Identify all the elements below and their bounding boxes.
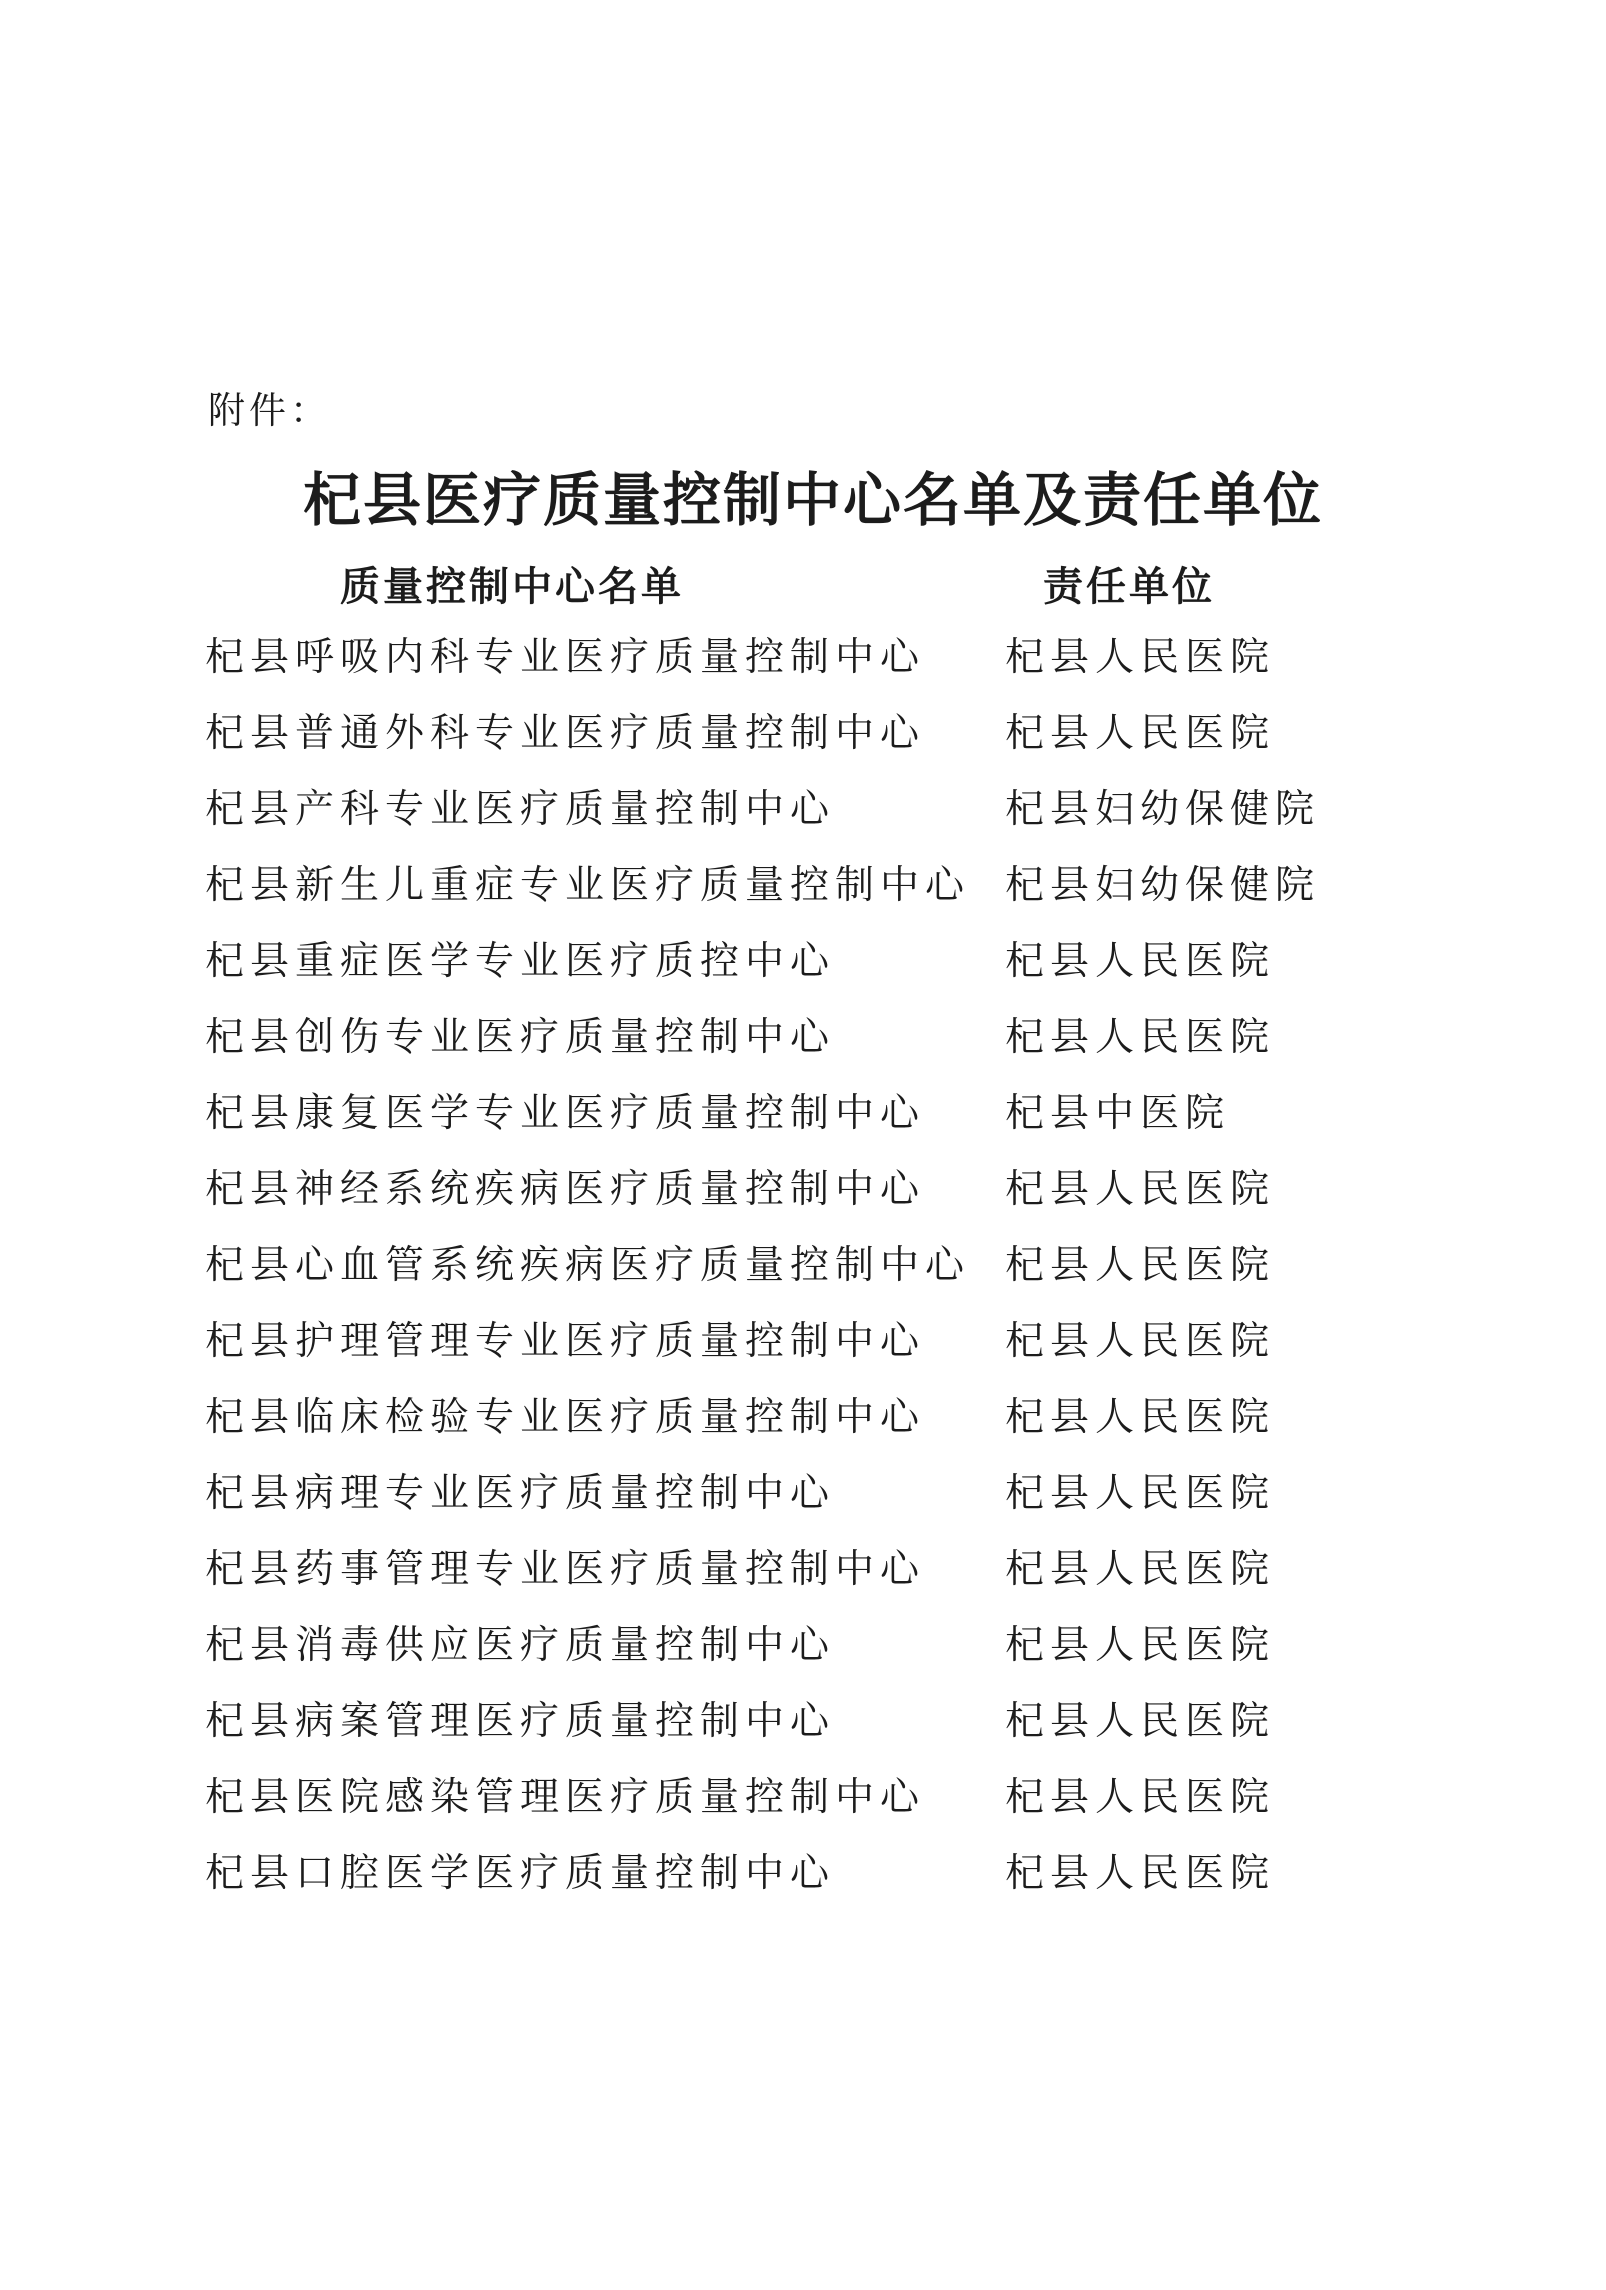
responsible-unit: 杞县人民医院 <box>1005 1699 1276 1744</box>
center-name: 杞县神经系统疾病医疗质量控制中心 <box>205 1167 926 1212</box>
document-title: 杞县医疗质量控制中心名单及责任单位 <box>302 466 1323 534</box>
table-row <box>0 1010 1606 1086</box>
table-rows <box>0 630 1606 1922</box>
table-row <box>0 1770 1606 1846</box>
responsible-unit: 杞县人民医院 <box>1005 939 1276 984</box>
table-row <box>0 630 1606 706</box>
responsible-unit: 杞县人民医院 <box>1005 1319 1276 1364</box>
responsible-unit: 杞县人民医院 <box>1005 711 1276 756</box>
table-row <box>0 858 1606 934</box>
attachment-label: 附件： <box>208 389 331 432</box>
table-row <box>0 1694 1606 1770</box>
table-row <box>0 934 1606 1010</box>
center-name: 杞县口腔医学医疗质量控制中心 <box>205 1851 836 1896</box>
table-row <box>0 1846 1606 1922</box>
center-name: 杞县产科专业医疗质量控制中心 <box>205 787 836 832</box>
center-name: 杞县新生儿重症专业医疗质量控制中心 <box>205 863 971 908</box>
center-name: 杞县呼吸内科专业医疗质量控制中心 <box>205 635 926 680</box>
table-row <box>0 1238 1606 1314</box>
responsible-unit: 杞县人民医院 <box>1005 1623 1276 1668</box>
table-row <box>0 782 1606 858</box>
responsible-unit: 杞县人民医院 <box>1005 1851 1276 1896</box>
column-header-center-name: 质量控制中心名单 <box>340 563 684 610</box>
center-name: 杞县重症医学专业医疗质控中心 <box>205 939 836 984</box>
center-name: 杞县病案管理医疗质量控制中心 <box>205 1699 836 1744</box>
responsible-unit: 杞县人民医院 <box>1005 1775 1276 1820</box>
responsible-unit: 杞县人民医院 <box>1005 1547 1276 1592</box>
responsible-unit: 杞县人民医院 <box>1005 635 1276 680</box>
responsible-unit: 杞县人民医院 <box>1005 1395 1276 1440</box>
table-row <box>0 1466 1606 1542</box>
table-row <box>0 1390 1606 1466</box>
table-row <box>0 1314 1606 1390</box>
center-name: 杞县创伤专业医疗质量控制中心 <box>205 1015 836 1060</box>
responsible-unit: 杞县人民医院 <box>1005 1243 1276 1288</box>
table-row <box>0 706 1606 782</box>
table-row <box>0 1542 1606 1618</box>
center-name: 杞县临床检验专业医疗质量控制中心 <box>205 1395 926 1440</box>
table-row <box>0 1086 1606 1162</box>
table-row <box>0 1618 1606 1694</box>
table-row <box>0 1162 1606 1238</box>
center-name: 杞县普通外科专业医疗质量控制中心 <box>205 711 926 756</box>
responsible-unit: 杞县人民医院 <box>1005 1015 1276 1060</box>
responsible-unit: 杞县人民医院 <box>1005 1167 1276 1212</box>
center-name: 杞县心血管系统疾病医疗质量控制中心 <box>205 1243 971 1288</box>
responsible-unit: 杞县人民医院 <box>1005 1471 1276 1516</box>
center-name: 杞县消毒供应医疗质量控制中心 <box>205 1623 836 1668</box>
center-name: 杞县康复医学专业医疗质量控制中心 <box>205 1091 926 1136</box>
responsible-unit: 杞县妇幼保健院 <box>1005 787 1321 832</box>
center-name: 杞县护理管理专业医疗质量控制中心 <box>205 1319 926 1364</box>
center-name: 杞县病理专业医疗质量控制中心 <box>205 1471 836 1516</box>
responsible-unit: 杞县妇幼保健院 <box>1005 863 1321 908</box>
responsible-unit: 杞县中医院 <box>1005 1091 1231 1136</box>
column-header-responsible-unit: 责任单位 <box>1043 563 1215 610</box>
center-name: 杞县药事管理专业医疗质量控制中心 <box>205 1547 926 1592</box>
center-name: 杞县医院感染管理医疗质量控制中心 <box>205 1775 926 1820</box>
